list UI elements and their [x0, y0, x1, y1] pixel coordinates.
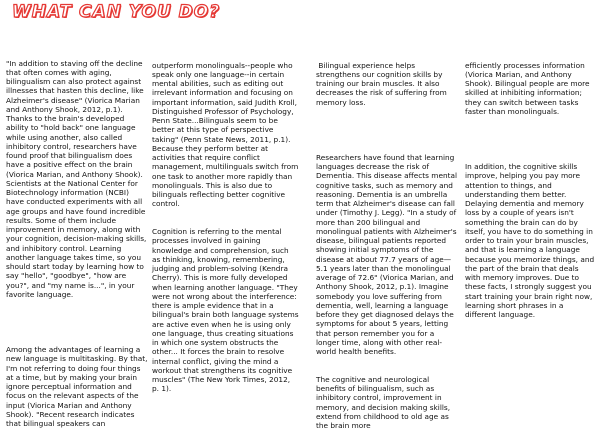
text-column-3: [316, 42, 458, 440]
paragraph: Among the advantages of learning a new language is multitasking. By that, I'm not referring to doing four things at a time, but by making your brain ignore perceptual information and focus on the relevant aspects of the input (Viorica Marian and Anthony Shook). "Recent research indicates that bilingual speakers can: [6, 345, 150, 428]
paragraph: [152, 227, 299, 394]
paragraph: outperform monolinguals--people who speak only one language--in certain mental abilities, such as editing out irrelevant information and focusing on important information, said Judith Kroll, Distinguished Professor of Psychology, Penn State...Bilinguals seem to be better at this type of perspective taking" (Penn State News, 2011, p.1). Because they perform better at activities that require conflict management, multilinguals switch from one task to another more rapidly than monolinguals. This is also due to bilinguals reflecting better cognitive control.: [152, 60, 301, 209]
paragraph: Researchers have found that learning languages decrease the risk of Dementia. This disease affects mental cognitive tasks, such as memory and reasoning. Dementia is an umbrella term that Alzheimer's disease can fall under (Timothy J. Legg). "In a study of more than 200 bilingual and monolingual patients with Alzheimer's disease, bilingual patients reported showing initial symptoms of the disease at about 77.7 years of age—5.1 years later than the monolingual average of 72.6" (Viorica Marian, and Anthony Shook, 2012, p.1). Imagine somebody you love suffering from dementia, well, learning a language before they get diagnosed delays the symptoms for about 5 years, letting that person remember you for a longer time, along with other real-world health benefits.: [316, 152, 460, 356]
paragraph: Bilingual experience helps strengthens our cognition skills by training our brain muscles. It also decreases the risk of suffering from memory loss.: [316, 60, 450, 107]
text-column-4: [465, 42, 595, 329]
paragraph-text: Cognition is referring to the mental processes involved in gaining knowledge and comprehension, such as thinking, knowing, remembering, judging and problem-solving (Kendra Cherry). This is more fully developed when learning another language. "They were not wrong about the interference: there is ample evidence that in a bilingual's brain both language systems are active even when he is using only one language, thus creating situations in which one system obstructs the other... It forces the brain to resolve internal conflict, giving the mind a workout that strengthens its cognitive muscles": [152, 227, 301, 384]
text-column-1: [6, 40, 148, 438]
page-title: WHAT CAN YOU DO?: [12, 2, 221, 22]
paragraph-gap: [316, 125, 458, 134]
paragraph-gap: [465, 135, 595, 144]
text-column-2: [152, 42, 299, 403]
paragraph: "In addition to staving off the decline that often comes with aging, bilingualism can also protect against illnesses that hasten this decline, like Alzheimer's disease" (Viorica Marian and Anthony Shook, 2012, p.1). Thanks to the brain's developed ability to "hold back" one language while using another, also called inhibitory control, researchers have found proof that bilingualism does have a positive effect on the brain (Viorica Marian, and Anthony Shook). Scientists at the National Center for Biotechnology information (NCBI) have conducted experiments with all age groups and have found incredible results. Some of them include improvement in memory, along with your cognition, decision-making skills, and inhibitory control. Learning another language takes time, so you should start today by learning how to say "hello", "goodbye", "how are you?", and "my name is...", in your favorite language.: [6, 58, 149, 299]
citation: (The New York Times, 2012, p. 1).: [152, 375, 293, 394]
paragraph: The cognitive and neurological benefits of bilingualism, such as inhibitory control, improvement in memory, and decision making skills, extend from childhood to old age as the brain more: [316, 374, 453, 430]
paragraph: In addition, the cognitive skills improve, helping you pay more attention to things, and understanding them better. Delaying dementia and memory loss by a couple of years isn't something the brain can do by itself, you have to do something in order to train your brain muscles, and that is learning a language because you memorize things, and the part of the brain that deals with memory improves. Due to these facts, I strongly suggest you start training your brain right now, learning short phrases in a different language.: [465, 162, 597, 319]
paragraph: efficiently processes information (Viorica Marian, and Anthony Shook). Bilingual people are more skilled at inhibiting information; they can switch between tasks faster than monolinguals.: [465, 60, 592, 116]
paragraph-gap: [6, 318, 148, 327]
